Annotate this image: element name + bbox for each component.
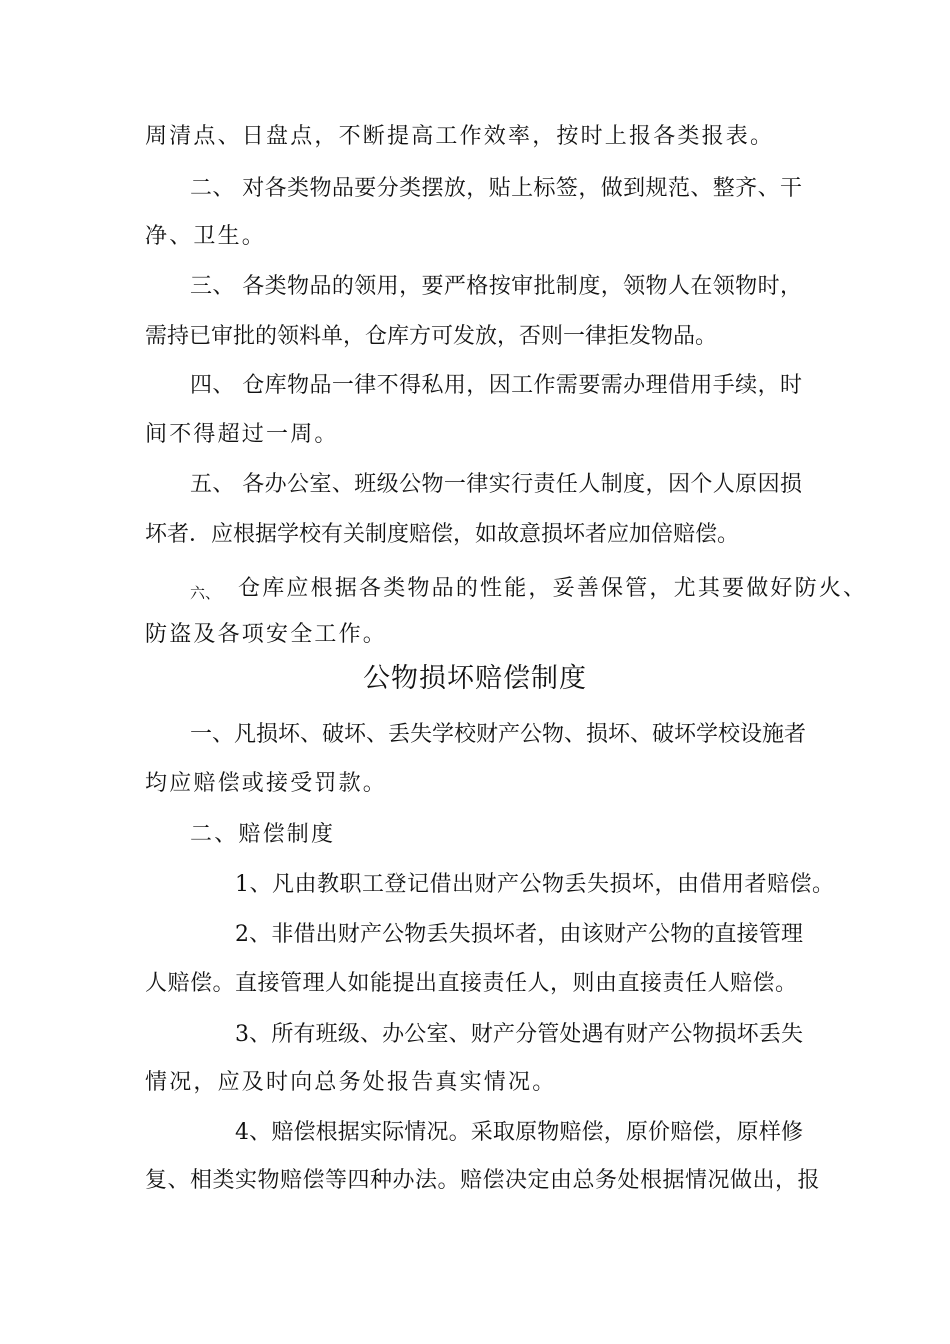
paragraph-line: 周清点、日盘点，不断提高工作效率，按时上报各类报表。: [145, 124, 775, 149]
paragraph-line: 1、凡由教职工登记借出财产公物丢失损坏，由借用者赔偿。: [235, 872, 835, 897]
paragraph-line: 情况，应及时向总务处报告真实情况。: [145, 1070, 557, 1095]
paragraph-text: 仓库应根据各类物品的性能，妥善保管，尤其要做好防火、: [238, 576, 868, 601]
paragraph-line: 均应赔偿或接受罚款。: [145, 771, 388, 796]
section-title: 公物损坏赔偿制度: [363, 663, 587, 694]
paragraph-line: 二、 对各类物品要分类摆放，贴上标签，做到规范、整齐、干: [190, 176, 802, 201]
paragraph-line: 间不得超过一周。: [145, 422, 339, 447]
item-number: 六、: [190, 584, 221, 602]
paragraph-line: 防盗及各项安全工作。: [145, 622, 388, 647]
paragraph-line: 二、赔偿制度: [190, 822, 336, 847]
paragraph-line: 净、卫生。: [145, 224, 267, 249]
paragraph-line: 坏者．应根据学校有关制度赔偿，如故意损坏者应加倍赔偿。: [145, 522, 740, 547]
paragraph-line: 三、 各类物品的领用，要严格按审批制度，领物人在领物时，: [190, 274, 802, 299]
paragraph-line-item6: [190, 574, 867, 608]
paragraph-line: 需持已审批的领料单，仓库方可发放，否则一律拒发物品。: [145, 324, 718, 349]
paragraph-line: 人赔偿。直接管理人如能提出直接责任人，则由直接责任人赔偿。: [145, 971, 798, 996]
paragraph-line: 复、相类实物赔偿等四种办法。赔偿决定由总务处根据情况做出，报: [145, 1168, 821, 1193]
paragraph-line: 五、 各办公室、班级公物一律实行责任人制度，因个人原因损: [190, 472, 802, 497]
paragraph-line: 2、非借出财产公物丢失损坏者，由该财产公物的直接管理: [235, 922, 803, 947]
paragraph-line: 3、所有班级、办公室、财产分管处遇有财产公物损坏丢失: [235, 1022, 803, 1047]
paragraph-line: 一、凡损坏、破坏、丢失学校财产公物、损坏、破坏学校设施者: [190, 722, 807, 747]
paragraph-line: 4、赔偿根据实际情况。采取原物赔偿，原价赔偿，原样修: [235, 1120, 803, 1145]
paragraph-line: 四、 仓库物品一律不得私用，因工作需要需办理借用手续，时: [190, 373, 802, 398]
